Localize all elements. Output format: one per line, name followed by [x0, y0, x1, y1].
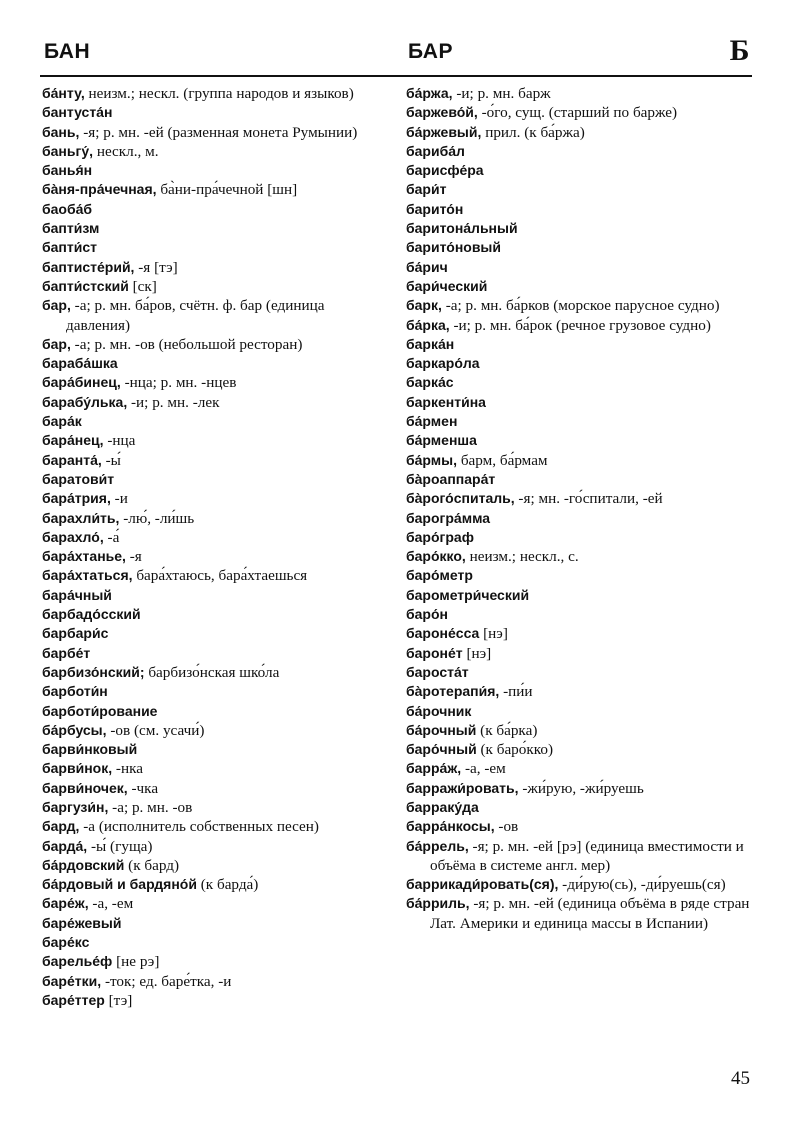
entry-headword: барбе́т	[42, 644, 91, 661]
dictionary-entry	[42, 856, 382, 875]
entry-text: -а; р. мн. -ов (небольшой ресторан)	[70, 335, 303, 353]
dictionary-entry	[406, 566, 752, 585]
dictionary-entry	[406, 470, 752, 489]
dictionary-entry	[406, 759, 752, 778]
entry-text: бара́хтаюсь, бара́хтаешься	[132, 567, 308, 585]
entry-headword: баро́чный	[406, 741, 477, 758]
dictionary-entry	[406, 547, 752, 566]
entry-headword: баптисте́рий,	[42, 258, 135, 275]
entry-text: -а, -ем	[461, 760, 506, 778]
dictionary-entry	[406, 238, 752, 257]
dictionary-entry	[406, 123, 752, 142]
dictionary-entry	[42, 952, 382, 971]
entry-text: [не рэ]	[112, 953, 160, 971]
dictionary-entry	[42, 875, 382, 894]
entry-headword: барито́новый	[406, 239, 501, 256]
entry-text: -ов (см. усачи́)	[106, 721, 205, 739]
entry-headword: ба́рдовский	[42, 856, 125, 873]
dictionary-entry	[406, 586, 752, 605]
entry-headword: барелье́ф	[42, 953, 113, 970]
entry-headword: барра́ж,	[406, 760, 462, 777]
entry-text: (к ба́рка)	[476, 721, 538, 739]
dictionary-entry	[42, 238, 382, 257]
entry-text: -нца; р. мн. -нцев	[120, 374, 237, 392]
entry-text: -я	[125, 548, 142, 566]
entry-text: -ди́рую(сь), -ди́руешь(ся)	[558, 876, 726, 894]
entry-headword: бараба́шка	[42, 355, 118, 372]
dictionary-entry	[406, 316, 752, 335]
entry-headword: ба́рбусы,	[42, 721, 107, 738]
dictionary-entry	[42, 142, 382, 161]
entry-headword: барви́ночек,	[42, 779, 128, 796]
entry-headword: барбизо́нский;	[42, 663, 145, 680]
dictionary-entry	[42, 837, 382, 856]
entry-headword: барабу́лька,	[42, 393, 128, 410]
dictionary-entry	[42, 277, 382, 296]
entry-text: [ск]	[128, 277, 157, 295]
entry-headword: бари́т	[406, 181, 447, 198]
dictionary-entry	[42, 759, 382, 778]
entry-headword: баре́тки,	[42, 972, 102, 989]
dictionary-entry	[406, 84, 752, 103]
entry-headword: баро́метр	[406, 567, 473, 584]
entry-headword: бантуста́н	[42, 104, 113, 121]
entry-headword: ба̀роаппара́т	[406, 470, 496, 487]
entry-headword: ба̀ротерапи́я,	[406, 683, 500, 700]
dictionary-entry	[42, 219, 382, 238]
dictionary-entry	[406, 740, 752, 759]
entry-headword: бароне́сса	[406, 625, 480, 642]
entry-headword: бара́хтаться,	[42, 567, 133, 584]
dictionary-entry	[42, 373, 382, 392]
running-header	[40, 34, 752, 74]
dictionary-entry	[42, 547, 382, 566]
entry-text: неизм.; нескл. (группа народов и языков)	[84, 85, 354, 102]
dictionary-entry	[406, 663, 752, 682]
dictionary-entry	[406, 258, 752, 277]
entry-headword: бара́трия,	[42, 490, 111, 507]
dictionary-entry	[42, 335, 382, 354]
dictionary-entry	[406, 451, 752, 470]
entry-headword: ба́ржа,	[406, 85, 453, 101]
dictionary-entry	[42, 509, 382, 528]
dictionary-entry	[406, 200, 752, 219]
dictionary-entry	[406, 644, 752, 663]
dictionary-entry	[406, 894, 752, 933]
entry-text: -я; мн. -го́спитали, -ей	[514, 490, 663, 508]
dictionary-entry	[42, 972, 382, 991]
entry-headword: барда́,	[42, 837, 88, 854]
header-rule	[40, 75, 752, 77]
dictionary-entry	[406, 180, 752, 199]
entry-headword: баранта́,	[42, 451, 102, 468]
dictionary-entry	[42, 528, 382, 547]
entry-headword: ба́рмен	[406, 413, 458, 430]
entry-headword: баррикади́ровать(ся),	[406, 876, 559, 893]
entry-headword: ба́рка,	[406, 316, 450, 333]
entry-headword: бар,	[42, 335, 71, 352]
entry-text: -и; р. мн. ба́рок (речное грузовое судно)	[449, 316, 711, 334]
entry-headword: бапти́стский	[42, 277, 129, 294]
left-column	[42, 84, 382, 1010]
dictionary-entry	[42, 740, 382, 759]
entry-headword: барка́н	[406, 335, 455, 352]
entry-text: нескл., м.	[93, 142, 159, 160]
entry-headword: барк,	[406, 297, 442, 314]
dictionary-entry	[42, 489, 382, 508]
dictionary-entry	[42, 779, 382, 798]
dictionary-entry	[42, 84, 382, 103]
entry-text: -и	[110, 490, 128, 508]
entry-text: -ток; ед. баре́тка, -и	[101, 972, 232, 990]
entry-text: -ы́ (гуща)	[87, 837, 153, 855]
dictionary-entry	[42, 451, 382, 470]
entry-headword: ба́рмы,	[406, 451, 458, 468]
dictionary-entry	[406, 837, 752, 876]
entry-text: [нэ]	[462, 644, 492, 662]
dictionary-entry	[406, 412, 752, 431]
dictionary-entry	[406, 335, 752, 354]
dictionary-entry	[406, 103, 752, 122]
dictionary-entry	[42, 721, 382, 740]
entry-text: -о́го, сущ. (старший по барже)	[477, 104, 678, 122]
entry-headword: баратови́т	[42, 470, 115, 487]
entry-headword: ба́ррель,	[406, 837, 469, 854]
entry-headword: бара́чный	[42, 586, 112, 603]
entry-headword: ба́рич	[406, 258, 448, 275]
dictionary-entry	[406, 354, 752, 373]
entry-headword: ба́рочник	[406, 702, 472, 719]
dictionary-entry	[406, 219, 752, 238]
right-column	[406, 84, 752, 933]
entry-headword: ба́рриль,	[406, 895, 470, 912]
entry-headword: баржево́й,	[406, 104, 478, 121]
entry-headword: баре́кс	[42, 934, 90, 951]
dictionary-entry	[42, 817, 382, 836]
dictionary-entry	[406, 373, 752, 392]
entry-text: -а (исполнитель собственных песен)	[79, 818, 319, 836]
dictionary-entry	[406, 161, 752, 180]
dictionary-entry	[406, 875, 752, 894]
entry-headword: баоба́б	[42, 200, 93, 217]
dictionary-entry	[42, 624, 382, 643]
dictionary-entry	[406, 798, 752, 817]
dictionary-entry	[406, 779, 752, 798]
entry-headword: барито́н	[406, 200, 464, 217]
dictionary-entry	[406, 682, 752, 701]
entry-headword: баркаро́ла	[406, 355, 480, 372]
entry-headword: барисфе́ра	[406, 162, 484, 179]
entry-headword: баре́ж,	[42, 895, 89, 912]
entry-headword: баре́жевый	[42, 914, 122, 931]
entry-headword: барометри́ческий	[406, 586, 530, 603]
entry-headword: барви́нок,	[42, 760, 113, 777]
entry-headword: бароста́т	[406, 663, 469, 680]
entry-headword: бара́к	[42, 413, 82, 430]
dictionary-entry	[406, 509, 752, 528]
dictionary-entry	[42, 682, 382, 701]
entry-text: (к бард)	[124, 856, 180, 874]
entry-headword: баро́граф	[406, 528, 474, 545]
entry-headword: бапти́зм	[42, 220, 100, 237]
entry-headword: бань,	[42, 123, 80, 140]
entry-text: (к барда́)	[196, 876, 259, 894]
entry-headword: барраку́да	[406, 798, 479, 815]
entry-text: -а; р. мн. ба́рков (морское парусное судно)	[441, 297, 720, 315]
entry-text: -ы́	[101, 451, 121, 469]
entry-headword: баргузи́н,	[42, 798, 109, 815]
dictionary-entry	[42, 933, 382, 952]
entry-headword: барботи́рование	[42, 702, 158, 719]
dictionary-entry	[42, 605, 382, 624]
dictionary-entry	[42, 470, 382, 489]
entry-text: -я; р. мн. -ей [рэ] (единица вместимости и объёма в системе англ. мер)	[430, 837, 744, 874]
entry-text: -а, -ем	[88, 895, 134, 913]
entry-headword: ба́рдовый и бардяно́й	[42, 876, 197, 893]
entry-headword: ба̀ня-пра́чечная,	[42, 181, 157, 198]
entry-text: [тэ]	[104, 991, 133, 1009]
dictionary-entry	[406, 721, 752, 740]
dictionary-entry	[406, 489, 752, 508]
entry-headword: барражи́ровать,	[406, 779, 519, 796]
dictionary-entry	[406, 528, 752, 547]
entry-headword: банья́н	[42, 162, 93, 179]
entry-headword: бапти́ст	[42, 239, 97, 256]
dictionary-entry	[42, 296, 382, 335]
entry-headword: бара́хтанье,	[42, 548, 126, 565]
dictionary-entry	[42, 894, 382, 913]
entry-headword: бароне́т	[406, 644, 463, 661]
entry-text: -и; р. мн. барж	[452, 85, 551, 102]
entry-text: неизм.; нескл., с.	[465, 548, 579, 566]
entry-headword: баритона́льный	[406, 220, 518, 237]
entry-headword: бара́нец,	[42, 432, 104, 449]
dictionary-entry	[42, 644, 382, 663]
dictionary-entry	[42, 258, 382, 277]
entry-text: ба̀ни-пра́чечной [шн]	[156, 181, 298, 199]
dictionary-entry	[42, 431, 382, 450]
dictionary-entry	[406, 393, 752, 412]
entry-headword: барбадо́сский	[42, 606, 141, 623]
entry-text: -я; р. мн. -ей (единица объёма в ряде стран Лат. Америки и единица массы в Испании)	[430, 895, 750, 932]
entry-text: барбизо́нская шко́ла	[144, 663, 280, 681]
dictionary-entry	[42, 200, 382, 219]
entry-headword: барахли́ть,	[42, 509, 120, 526]
dictionary-entry	[406, 277, 752, 296]
entry-headword: бариба́л	[406, 142, 465, 159]
dictionary-entry	[42, 412, 382, 431]
entry-text: -нка	[112, 760, 143, 778]
dictionary-entry	[406, 817, 752, 836]
entry-headword: барви́нковый	[42, 741, 138, 758]
dictionary-entry	[42, 161, 382, 180]
entry-text: [нэ]	[479, 625, 508, 643]
entry-headword: баро́кко,	[406, 548, 466, 565]
dictionary-entry	[42, 798, 382, 817]
dictionary-entry	[406, 624, 752, 643]
entry-headword: ба́рочный	[406, 721, 477, 738]
entry-text: барм, ба́рмам	[457, 451, 548, 469]
entry-text: -нца	[103, 432, 136, 450]
dictionary-entry	[42, 663, 382, 682]
entry-headword: бари́ческий	[406, 277, 488, 294]
dictionary-entry	[406, 431, 752, 450]
dictionary-entry	[42, 991, 382, 1010]
entry-text: -и; р. мн. -лек	[127, 393, 220, 411]
dictionary-entry	[42, 180, 382, 199]
entry-headword: ба́нту,	[42, 85, 85, 101]
header-section-letter: Б	[729, 34, 750, 67]
entry-headword: бара́бинец,	[42, 374, 121, 391]
entry-text: (к баро́кко)	[476, 741, 554, 759]
entry-headword: барра́нкосы,	[406, 818, 495, 835]
dictionary-entry	[42, 914, 382, 933]
entry-headword: ба́рменша	[406, 432, 477, 449]
entry-headword: барка́с	[406, 374, 454, 391]
entry-text: прил. (к ба́ржа)	[481, 123, 585, 141]
entry-headword: баньгу́,	[42, 142, 94, 159]
header-first-word: БАН	[44, 40, 91, 63]
dictionary-entry	[406, 605, 752, 624]
entry-text: -пи́и	[499, 683, 533, 701]
dictionary-entry	[42, 586, 382, 605]
entry-text: -я; р. мн. -ей (разменная монета Румынии)	[79, 123, 358, 141]
entry-headword: барахло́,	[42, 528, 104, 545]
header-last-word: БАР	[408, 40, 453, 63]
entry-headword: баркенти́на	[406, 393, 486, 410]
entry-headword: баро́н	[406, 606, 448, 623]
page-number: 45	[731, 1068, 750, 1089]
entry-text: -лю́, -ли́шь	[119, 509, 195, 527]
entry-text: -а; р. мн. -ов	[108, 798, 193, 816]
entry-headword: барботи́н	[42, 683, 108, 700]
entry-headword: барбари́с	[42, 625, 109, 642]
entry-text: -чка	[127, 779, 159, 797]
dictionary-entry	[406, 296, 752, 315]
entry-headword: баре́ттер	[42, 991, 105, 1008]
entry-text: -жи́рую, -жи́руешь	[518, 779, 644, 797]
entry-headword: бард,	[42, 818, 80, 835]
entry-text: -ов	[494, 818, 519, 836]
dictionary-entry	[42, 103, 382, 122]
dictionary-entry	[406, 142, 752, 161]
entry-text: -я [тэ]	[134, 258, 178, 276]
dictionary-entry	[42, 393, 382, 412]
dictionary-entry	[42, 123, 382, 142]
entry-text: -а́	[103, 528, 120, 546]
dictionary-entry	[406, 702, 752, 721]
dictionary-entry	[42, 566, 382, 585]
dictionary-entry	[42, 354, 382, 373]
dictionary-entry	[42, 702, 382, 721]
entry-headword: ба̀рого́спиталь,	[406, 490, 515, 507]
entry-headword: ба́ржевый,	[406, 123, 482, 140]
entry-headword: бар,	[42, 297, 71, 314]
entry-text: -а; р. мн. ба́ров, счётн. ф. бар (единица давления)	[66, 297, 325, 334]
entry-headword: барогра́мма	[406, 509, 491, 526]
